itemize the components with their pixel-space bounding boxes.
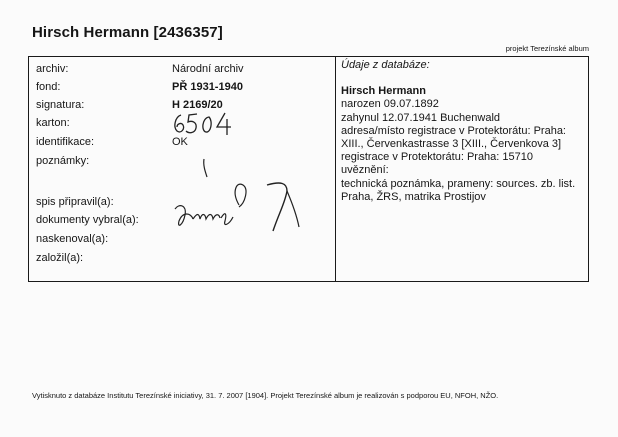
imprisonment-info: uvěznění: — [341, 164, 389, 177]
archiv-value: Národní archiv — [172, 63, 244, 75]
database-details — [341, 59, 586, 204]
registration-info: registrace v Protektorátu: Praha: 15710 — [341, 151, 533, 164]
karton-handwritten-value — [169, 109, 241, 137]
signatura-label: signatura: — [36, 99, 85, 111]
zalozil-label: založil(a): — [36, 252, 84, 264]
death-info: zahynul 12.07.1941 Buchenwald — [341, 111, 501, 124]
project-label: projekt Terezínské album — [505, 44, 589, 53]
handwritten-signature — [169, 155, 339, 247]
spis-label: spis připravil(a): — [36, 196, 114, 208]
birth-info: narozen 09.07.1892 — [341, 98, 439, 111]
signatura-value: H 2169/20 — [172, 99, 223, 111]
database-heading: Údaje z databáze: — [341, 59, 430, 71]
karton-label: karton: — [36, 117, 70, 129]
naskenoval-label: naskenoval(a): — [36, 233, 109, 245]
identifikace-label: identifikace: — [36, 136, 95, 148]
fond-label: fond: — [36, 81, 61, 93]
dokumenty-label: dokumenty vybral(a): — [36, 214, 139, 226]
identifikace-value: OK — [172, 136, 188, 148]
column-divider — [335, 57, 336, 281]
record-card — [28, 56, 589, 282]
address-info: adresa/místo registrace v Protektorátu: Praha: XIII., Červenkastrasse 3 [XIII., Červenkova 3] — [341, 124, 566, 151]
print-footer: Vytisknuto z databáze Institutu Terezínské iniciativy, 31. 7. 2007 [1904]. Projekt Terezínské album je realizován s podporou EU, NFOH, NŽO. — [32, 391, 499, 400]
person-name: Hirsch Hermann — [341, 85, 426, 98]
record-title: Hirsch Hermann [2436357] — [32, 24, 223, 41]
technical-note: technická poznámka, prameny: sources. zb. list. Praha, ŽRS, matrika Prostijov — [341, 177, 576, 203]
poznamky-label: poznámky: — [36, 155, 90, 167]
fond-value: PŘ 1931-1940 — [172, 81, 243, 93]
archiv-label: archiv: — [36, 63, 69, 75]
